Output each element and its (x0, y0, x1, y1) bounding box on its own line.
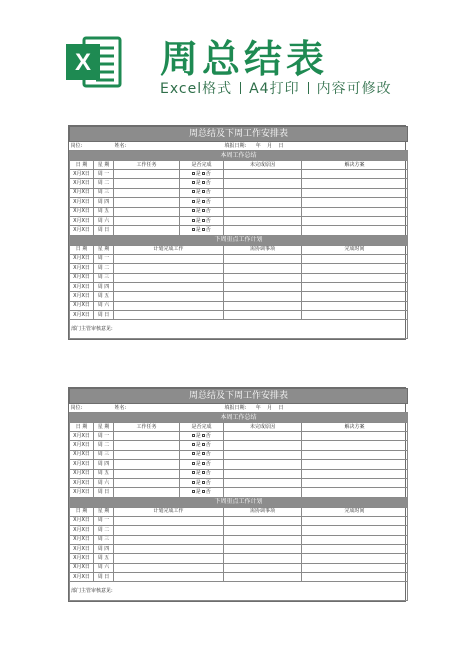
page-title: 周总结表 (160, 37, 329, 81)
plan-row (70, 563, 408, 572)
task-cell[interactable] (114, 469, 180, 478)
info-row (70, 142, 408, 151)
sheet-title-row (70, 127, 408, 142)
plan-cell[interactable] (114, 301, 224, 310)
plan-row (70, 273, 408, 282)
separator (308, 82, 309, 94)
summary-row (70, 216, 408, 225)
section2-title-row (70, 235, 408, 245)
completed-checkbox-cell[interactable] (180, 432, 224, 441)
weekday-cell: 周 五 (94, 469, 114, 478)
no-label: 否 (205, 432, 211, 439)
summary-row (70, 441, 408, 450)
date-cell: X月X日 (70, 254, 94, 263)
solution-cell[interactable] (302, 432, 408, 441)
weekly-summary-sheet-2 (68, 387, 406, 602)
plan-row (70, 516, 408, 525)
completed-checkbox-cell[interactable] (180, 216, 224, 225)
date-cell: X月X日 (70, 282, 94, 291)
solution-cell[interactable] (302, 469, 408, 478)
summary-row (70, 432, 408, 441)
solution-cell[interactable] (302, 226, 408, 235)
finish-time-cell[interactable] (302, 526, 408, 535)
solution-cell[interactable] (302, 179, 408, 188)
column-header: 工作任务 (114, 423, 180, 432)
plan-cell[interactable] (114, 526, 224, 535)
plan-cell[interactable] (114, 544, 224, 553)
finish-time-cell[interactable] (302, 516, 408, 525)
header (0, 0, 474, 120)
yes-label: 是 (195, 217, 201, 224)
date-cell: X月X日 (70, 264, 94, 273)
column-header: 日 期 (70, 245, 94, 254)
date-label: 填报日期: (224, 142, 247, 149)
task-cell[interactable] (114, 226, 180, 235)
date-cell: X月X日 (70, 432, 94, 441)
weekday-cell: 周 六 (94, 478, 114, 487)
supervisor-review[interactable]: 部门主管审核意见: (70, 582, 408, 601)
subtitle-format: Excel格式 (160, 81, 233, 97)
coordination-cell[interactable] (224, 292, 302, 301)
task-cell[interactable] (114, 207, 180, 216)
no-label: 否 (205, 198, 211, 205)
no-label: 否 (205, 479, 211, 486)
completed-checkbox-cell[interactable] (180, 460, 224, 469)
date-cell: X月X日 (70, 198, 94, 207)
finish-time-cell[interactable] (302, 264, 408, 273)
summary-row (70, 450, 408, 459)
column-header: 日 期 (70, 507, 94, 516)
column-header: 未完成原因 (224, 423, 302, 432)
date-cell: X月X日 (70, 226, 94, 235)
weekday-cell: 周 四 (94, 282, 114, 291)
weekday-cell: 周 二 (94, 526, 114, 535)
plan-cell[interactable] (114, 292, 224, 301)
no-label: 否 (205, 442, 211, 449)
date-cell: X月X日 (70, 216, 94, 225)
coordination-cell[interactable] (224, 554, 302, 563)
weekday-cell: 周 三 (94, 535, 114, 544)
plan-cell[interactable] (114, 563, 224, 572)
solution-cell[interactable] (302, 488, 408, 497)
summary-row (70, 488, 408, 497)
finish-time-cell[interactable] (302, 273, 408, 282)
task-cell[interactable] (114, 460, 180, 469)
weekly-summary-sheet-1 (68, 125, 406, 340)
column-header: 是否完成 (180, 161, 224, 170)
completed-checkbox-cell[interactable] (180, 188, 224, 197)
task-cell[interactable] (114, 478, 180, 487)
coordination-cell[interactable] (224, 301, 302, 310)
position-label[interactable]: 岗位: (70, 142, 114, 151)
plan-row (70, 544, 408, 553)
weekday-cell: 周 一 (94, 254, 114, 263)
finish-time-cell[interactable] (302, 301, 408, 310)
day-label: 日 (278, 142, 284, 149)
day-label: 日 (278, 404, 284, 411)
separator (240, 82, 241, 94)
date-label: 填报日期: (224, 404, 247, 411)
task-cell[interactable] (114, 450, 180, 459)
reason-cell[interactable] (224, 170, 302, 179)
coordination-cell[interactable] (224, 282, 302, 291)
date-cell: X月X日 (70, 311, 94, 320)
completed-checkbox-cell[interactable] (180, 450, 224, 459)
weekday-cell: 周 一 (94, 170, 114, 179)
date-cell: X月X日 (70, 460, 94, 469)
date-cell: X月X日 (70, 292, 94, 301)
completed-checkbox-cell[interactable] (180, 198, 224, 207)
column-header: 星 期 (94, 245, 114, 254)
yes-label: 是 (195, 170, 201, 177)
task-cell[interactable] (114, 432, 180, 441)
date-cell: X月X日 (70, 526, 94, 535)
column-header: 是否完成 (180, 423, 224, 432)
section2-title: 下周重点工作计划 (70, 497, 408, 507)
no-label: 否 (205, 208, 211, 215)
plan-row (70, 264, 408, 273)
column-header: 解决方案 (302, 161, 408, 170)
solution-cell[interactable] (302, 441, 408, 450)
date-cell: X月X日 (70, 516, 94, 525)
plan-row (70, 526, 408, 535)
date-cell: X月X日 (70, 478, 94, 487)
weekday-cell: 周 二 (94, 264, 114, 273)
section1-title: 本周工作总结 (70, 413, 408, 423)
weekday-cell: 周 日 (94, 573, 114, 582)
section2-header-row (70, 507, 408, 516)
date-cell: X月X日 (70, 469, 94, 478)
yes-label: 是 (195, 470, 201, 477)
coordination-cell[interactable] (224, 573, 302, 582)
no-label: 否 (205, 460, 211, 467)
weekday-cell: 周 四 (94, 544, 114, 553)
name-label[interactable]: 姓名: (114, 404, 224, 413)
coordination-cell[interactable] (224, 254, 302, 263)
coordination-cell[interactable] (224, 311, 302, 320)
date-cell: X月X日 (70, 573, 94, 582)
summary-row (70, 478, 408, 487)
weekday-cell: 周 四 (94, 460, 114, 469)
plan-row (70, 282, 408, 291)
reason-cell[interactable] (224, 207, 302, 216)
no-label: 否 (205, 451, 211, 458)
column-header: 星 期 (94, 161, 114, 170)
weekday-cell: 周 三 (94, 188, 114, 197)
weekday-cell: 周 五 (94, 554, 114, 563)
plan-cell[interactable] (114, 273, 224, 282)
subtitle-editable: 内容可修改 (316, 81, 392, 97)
finish-time-cell[interactable] (302, 292, 408, 301)
column-header: 需协调事项 (224, 245, 302, 254)
reason-cell[interactable] (224, 188, 302, 197)
yes-label: 是 (195, 479, 201, 486)
reason-cell[interactable] (224, 450, 302, 459)
weekday-cell: 周 五 (94, 292, 114, 301)
weekday-cell: 周 三 (94, 450, 114, 459)
reason-cell[interactable] (224, 432, 302, 441)
section2-title-row (70, 497, 408, 507)
position-label[interactable]: 岗位: (70, 404, 114, 413)
summary-row (70, 226, 408, 235)
plan-cell[interactable] (114, 264, 224, 273)
coordination-cell[interactable] (224, 526, 302, 535)
excel-icon (62, 30, 126, 94)
column-header: 日 期 (70, 161, 94, 170)
summary-row (70, 179, 408, 188)
plan-cell[interactable] (114, 573, 224, 582)
reason-cell[interactable] (224, 216, 302, 225)
no-label: 否 (205, 217, 211, 224)
solution-cell[interactable] (302, 198, 408, 207)
yes-label: 是 (195, 451, 201, 458)
weekday-cell: 周 二 (94, 179, 114, 188)
weekday-cell: 周 一 (94, 516, 114, 525)
date-cell: X月X日 (70, 441, 94, 450)
finish-time-cell[interactable] (302, 573, 408, 582)
plan-row (70, 554, 408, 563)
no-label: 否 (205, 470, 211, 477)
finish-time-cell[interactable] (302, 554, 408, 563)
completed-checkbox-cell[interactable] (180, 441, 224, 450)
solution-cell[interactable] (302, 216, 408, 225)
date-cell: X月X日 (70, 207, 94, 216)
yes-label: 是 (195, 180, 201, 187)
year-label: 年 (255, 142, 261, 149)
plan-row (70, 535, 408, 544)
sheet-title: 周总结及下周工作安排表 (70, 127, 408, 142)
section1-title-row (70, 151, 408, 161)
info-row (70, 404, 408, 413)
plan-cell[interactable] (114, 254, 224, 263)
date-cell: X月X日 (70, 488, 94, 497)
task-cell[interactable] (114, 488, 180, 497)
no-label: 否 (205, 170, 211, 177)
solution-cell[interactable] (302, 450, 408, 459)
svg-text:X: X (74, 49, 92, 76)
task-cell[interactable] (114, 188, 180, 197)
reason-cell[interactable] (224, 441, 302, 450)
yes-label: 是 (195, 198, 201, 205)
weekday-cell: 周 六 (94, 216, 114, 225)
reason-cell[interactable] (224, 226, 302, 235)
column-header: 日 期 (70, 423, 94, 432)
yes-label: 是 (195, 208, 201, 215)
reason-cell[interactable] (224, 460, 302, 469)
solution-cell[interactable] (302, 207, 408, 216)
plan-cell[interactable] (114, 311, 224, 320)
report-date[interactable] (224, 404, 408, 413)
report-date[interactable] (224, 142, 408, 151)
completed-checkbox-cell[interactable] (180, 207, 224, 216)
completed-checkbox-cell[interactable] (180, 170, 224, 179)
finish-time-cell[interactable] (302, 282, 408, 291)
solution-cell[interactable] (302, 188, 408, 197)
plan-row (70, 311, 408, 320)
coordination-cell[interactable] (224, 516, 302, 525)
task-cell[interactable] (114, 216, 180, 225)
reason-cell[interactable] (224, 469, 302, 478)
completed-checkbox-cell[interactable] (180, 478, 224, 487)
reason-cell[interactable] (224, 488, 302, 497)
plan-cell[interactable] (114, 516, 224, 525)
weekday-cell: 周 日 (94, 488, 114, 497)
date-cell: X月X日 (70, 179, 94, 188)
column-header: 未完成原因 (224, 161, 302, 170)
column-header: 完成时间 (302, 245, 408, 254)
yes-label: 是 (195, 432, 201, 439)
weekday-cell: 周 六 (94, 563, 114, 572)
completed-checkbox-cell[interactable] (180, 226, 224, 235)
column-header: 完成时间 (302, 507, 408, 516)
coordination-cell[interactable] (224, 273, 302, 282)
yes-label: 是 (195, 460, 201, 467)
coordination-cell[interactable] (224, 264, 302, 273)
weekday-cell: 周 四 (94, 198, 114, 207)
finish-time-cell[interactable] (302, 311, 408, 320)
date-cell: X月X日 (70, 188, 94, 197)
summary-row (70, 469, 408, 478)
completed-checkbox-cell[interactable] (180, 469, 224, 478)
plan-cell[interactable] (114, 535, 224, 544)
finish-time-cell[interactable] (302, 535, 408, 544)
month-label: 月 (267, 142, 273, 149)
sheet-title-row (70, 389, 408, 404)
date-cell: X月X日 (70, 301, 94, 310)
reason-cell[interactable] (224, 198, 302, 207)
section1-title-row (70, 413, 408, 423)
weekday-cell: 周 日 (94, 311, 114, 320)
yes-label: 是 (195, 227, 201, 234)
finish-time-cell[interactable] (302, 544, 408, 553)
reason-cell[interactable] (224, 478, 302, 487)
task-cell[interactable] (114, 179, 180, 188)
column-header: 需协调事项 (224, 507, 302, 516)
coordination-cell[interactable] (224, 563, 302, 572)
section2-header-row (70, 245, 408, 254)
name-label[interactable]: 姓名: (114, 142, 224, 151)
no-label: 否 (205, 227, 211, 234)
task-cell[interactable] (114, 441, 180, 450)
weekday-cell: 周 日 (94, 226, 114, 235)
weekday-cell: 周 二 (94, 441, 114, 450)
finish-time-cell[interactable] (302, 254, 408, 263)
no-label: 否 (205, 489, 211, 496)
reason-cell[interactable] (224, 179, 302, 188)
sign-row (70, 582, 408, 601)
section2-title: 下周重点工作计划 (70, 235, 408, 245)
weekday-cell: 周 六 (94, 301, 114, 310)
date-cell: X月X日 (70, 544, 94, 553)
section1-header-row (70, 423, 408, 432)
date-cell: X月X日 (70, 450, 94, 459)
plan-row (70, 254, 408, 263)
solution-cell[interactable] (302, 478, 408, 487)
column-header: 星 期 (94, 507, 114, 516)
completed-checkbox-cell[interactable] (180, 179, 224, 188)
yes-label: 是 (195, 442, 201, 449)
coordination-cell[interactable] (224, 544, 302, 553)
yes-label: 是 (195, 489, 201, 496)
subtitle-print: A4打印 (249, 81, 300, 97)
plan-cell[interactable] (114, 554, 224, 563)
date-cell: X月X日 (70, 170, 94, 179)
finish-time-cell[interactable] (302, 563, 408, 572)
solution-cell[interactable] (302, 460, 408, 469)
weekday-cell: 周 三 (94, 273, 114, 282)
column-header: 解决方案 (302, 423, 408, 432)
no-label: 否 (205, 189, 211, 196)
summary-row (70, 188, 408, 197)
date-cell: X月X日 (70, 535, 94, 544)
column-header: 工作任务 (114, 161, 180, 170)
subtitle (160, 78, 392, 98)
sheet-title: 周总结及下周工作安排表 (70, 389, 408, 404)
section1-title: 本周工作总结 (70, 151, 408, 161)
column-header: 计划完成工作 (114, 507, 224, 516)
year-label: 年 (255, 404, 261, 411)
solution-cell[interactable] (302, 170, 408, 179)
summary-row (70, 460, 408, 469)
plan-row (70, 301, 408, 310)
task-cell[interactable] (114, 170, 180, 179)
weekday-cell: 周 一 (94, 432, 114, 441)
sign-row (70, 320, 408, 339)
date-cell: X月X日 (70, 554, 94, 563)
month-label: 月 (267, 404, 273, 411)
summary-row (70, 207, 408, 216)
no-label: 否 (205, 180, 211, 187)
plan-row (70, 292, 408, 301)
column-header: 星 期 (94, 423, 114, 432)
column-header: 计划完成工作 (114, 245, 224, 254)
plan-cell[interactable] (114, 282, 224, 291)
task-cell[interactable] (114, 198, 180, 207)
yes-label: 是 (195, 189, 201, 196)
date-cell: X月X日 (70, 273, 94, 282)
summary-row (70, 170, 408, 179)
section1-header-row (70, 161, 408, 170)
weekday-cell: 周 五 (94, 207, 114, 216)
summary-row (70, 198, 408, 207)
supervisor-review[interactable]: 部门主管审核意见: (70, 320, 408, 339)
coordination-cell[interactable] (224, 535, 302, 544)
completed-checkbox-cell[interactable] (180, 488, 224, 497)
date-cell: X月X日 (70, 563, 94, 572)
plan-row (70, 573, 408, 582)
